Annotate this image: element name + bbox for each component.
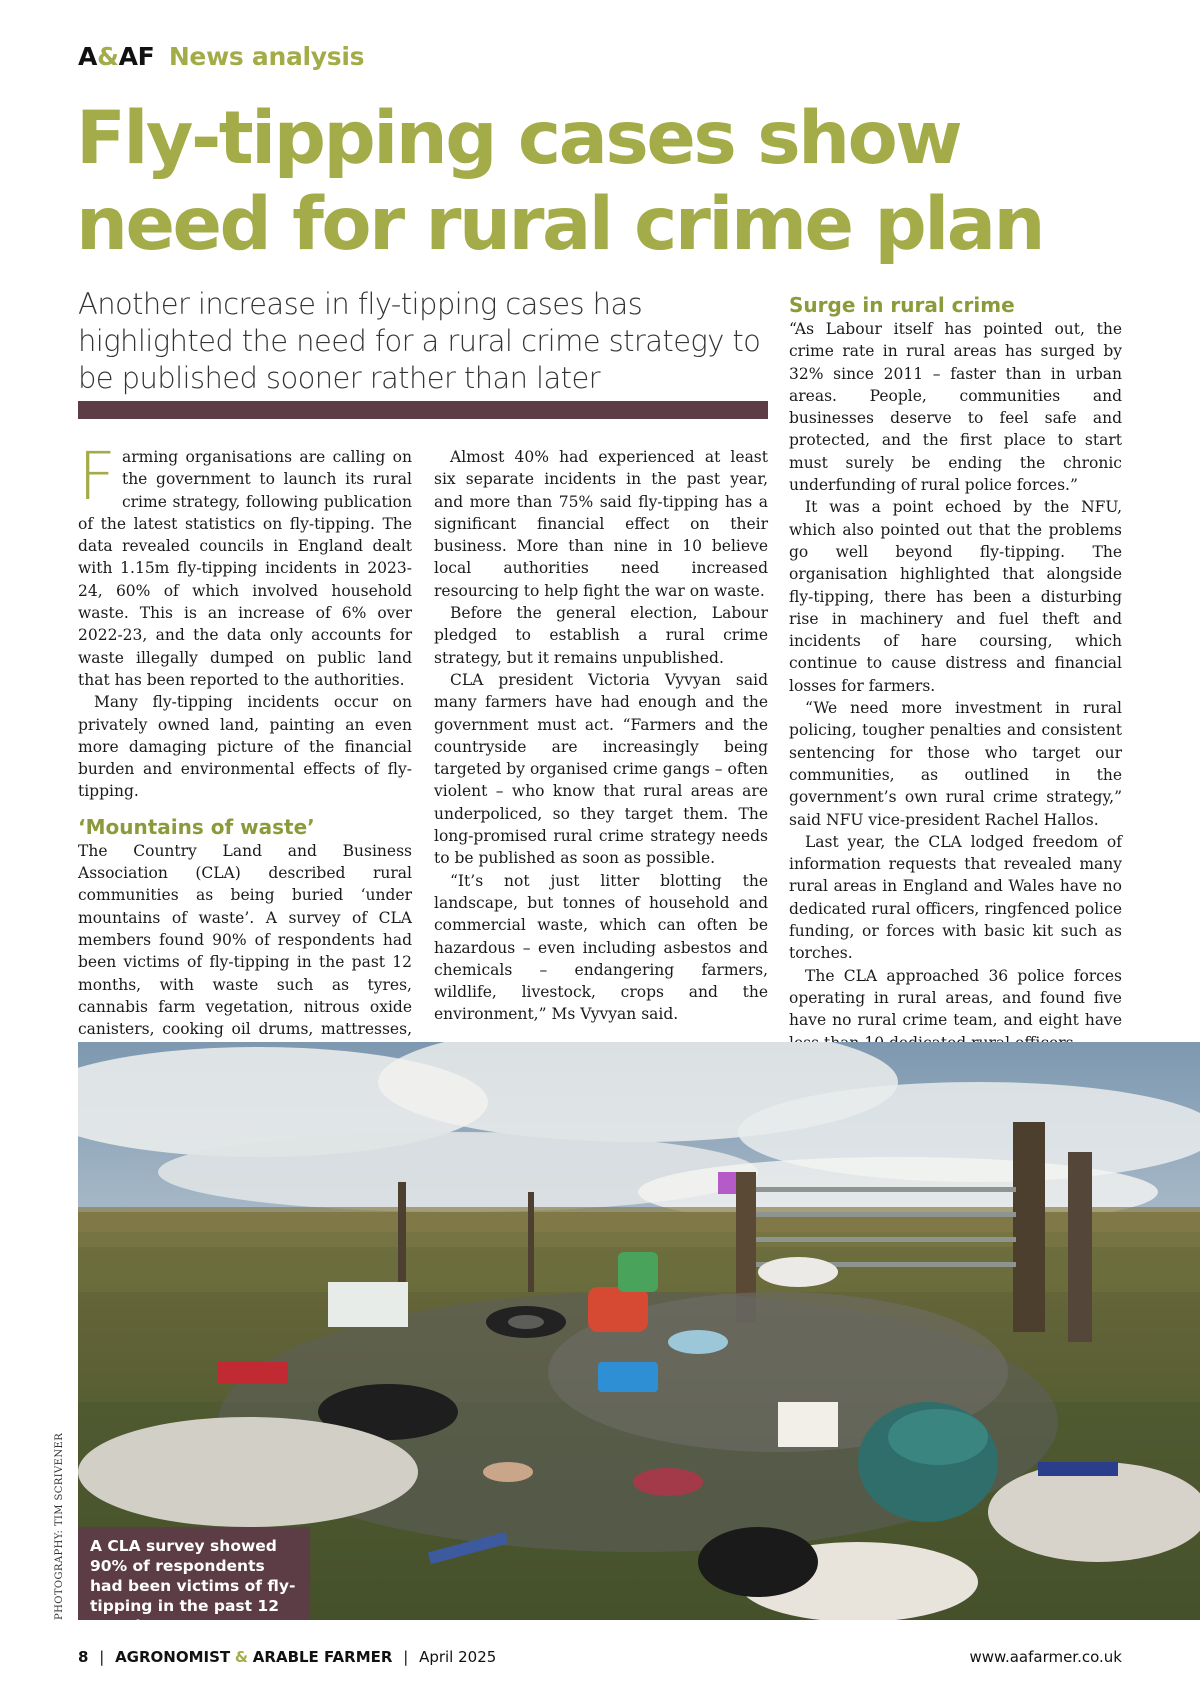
footer-separator-1: |	[99, 1648, 105, 1666]
headline	[76, 96, 1156, 268]
standfirst-divider	[78, 401, 768, 419]
issue-date: April 2025	[419, 1648, 497, 1666]
article-column-3	[789, 292, 1122, 1054]
publication-ampersand: &	[234, 1648, 249, 1666]
paragraph-5: Before the general election, Labour pledged to establish a rural crime strategy, but it remains unpublished.	[434, 604, 768, 667]
brand-ampersand: &	[97, 42, 119, 71]
publication-name-part-2: ARABLE FARMER	[252, 1648, 393, 1666]
article-column-1	[78, 438, 412, 1063]
paragraph-2: Many fly-tipping incidents occur on privately owned land, painting an even more damaging picture of the financial burden and environmental effects of fly-tipping.	[78, 693, 412, 801]
subhead-mountains-of-waste: ‘Mountains of waste’	[78, 814, 315, 839]
brand-af: AF	[118, 42, 155, 71]
headline-line-2: need for rural crime plan	[76, 182, 1043, 267]
section-label: News analysis	[168, 42, 365, 71]
subhead-surge-in-rural-crime: Surge in rural crime	[789, 293, 1015, 317]
paragraph-9: It was a point echoed by the NFU, which also pointed out that the problems go well beyond fly-tipping. The organisation highlighted that alongside fly-tipping, there has been a disturbing rise in machinery and fuel theft and incidents of hare coursing, which continue to cause distress and financial losses for farmers.	[789, 498, 1122, 695]
paragraph-7: “It’s not just litter blotting the landscape, but tonnes of household and commercial waste, which can often be hazardous – even including asbestos and chemicals – endangering farmers, wildlife, livestock, crops and the environment,” Ms Vyvyan said.	[434, 871, 768, 1024]
photo-credit: PHOTOGRAPHY: TIM SCRIVENER	[54, 1432, 65, 1620]
article-column-2	[434, 446, 768, 1026]
standfirst: Another increase in fly-tipping cases has highlighted the need for a rural crime strategy to be published sooner rather than later	[78, 287, 761, 395]
paragraph-3: The Country Land and Business Association (CLA) described rural communities as being buried ‘under mountains of waste’. A survey of CLA members found 90% of respondents had been victims of fly-tipping in the past 12 months, with waste such as tyres, cannabis farm vegetation, nitrous oxide canisters, cooking oil drums, mattresses,	[78, 841, 412, 1039]
photo-caption: A CLA survey showed 90% of respondents had been victims of fly-tipping in the past 12 months	[78, 1527, 310, 1620]
section-kicker	[78, 42, 364, 71]
paragraph-1: Farming organisations are calling on the government to launch its rural crime strategy, following publication of the latest statistics on fly-tipping. The data revealed councils in England dealt with 1.15m fly-tipping incidents in 2023-24, 60% of which involved household waste. This is an increase of 6% over 2022-23, and the data only accounts for waste illegally dumped on public land that has been reported to the authorities.	[78, 438, 412, 689]
website-url[interactable]: www.aafarmer.co.uk	[969, 1648, 1122, 1666]
brand-a: A	[78, 42, 98, 71]
paragraph-6: CLA president Victoria Vyvyan said many farmers have had enough and the government must act. “Farmers and the countryside are increasingly being targeted by organised crime gangs – often violent – who know that rural areas are underpoliced, so they target them. The long-promised rural crime strategy needs to be published as soon as possible.	[434, 670, 768, 868]
paragraph-8: “As Labour itself has pointed out, the crime rate in rural areas has surged by 32% since 2011 – faster than in urban areas. People, communities and businesses deserve to feel safe and protected, and the first place to start must surely be ending the chronic underfunding of rural police forces.”	[789, 320, 1122, 495]
publication-name-part-1: AGRONOMIST	[115, 1648, 231, 1666]
footer-separator-2: |	[403, 1648, 409, 1666]
page-footer	[78, 1648, 496, 1666]
paragraph-4: Almost 40% had experienced at least six separate incidents in the past year, and more than 75% said fly-tipping has a significant financial effect on their business. More than nine in 10 believe local authorities need increased resourcing to help fight the war on waste.	[434, 448, 768, 600]
drop-cap: F	[78, 438, 116, 515]
paragraph-11: Last year, the CLA lodged freedom of information requests that revealed many rural areas in England and Wales have no dedicated rural officers, ringfenced police funding, or forces with basic kit such as torches.	[789, 832, 1122, 963]
paragraph-10: “We need more investment in rural policing, tougher penalties and consistent sentencing for those who target our communities, as outlined in the government’s own rural crime strategy,” said NFU vice-president Rachel Hallos.	[789, 699, 1122, 829]
headline-line-1: Fly-tipping cases show	[76, 96, 961, 181]
paragraph-12: The CLA approached 36 police forces operating in rural areas, and found five have no rural crime team, and eight have	[789, 966, 1122, 1030]
page-number: 8	[78, 1648, 89, 1666]
